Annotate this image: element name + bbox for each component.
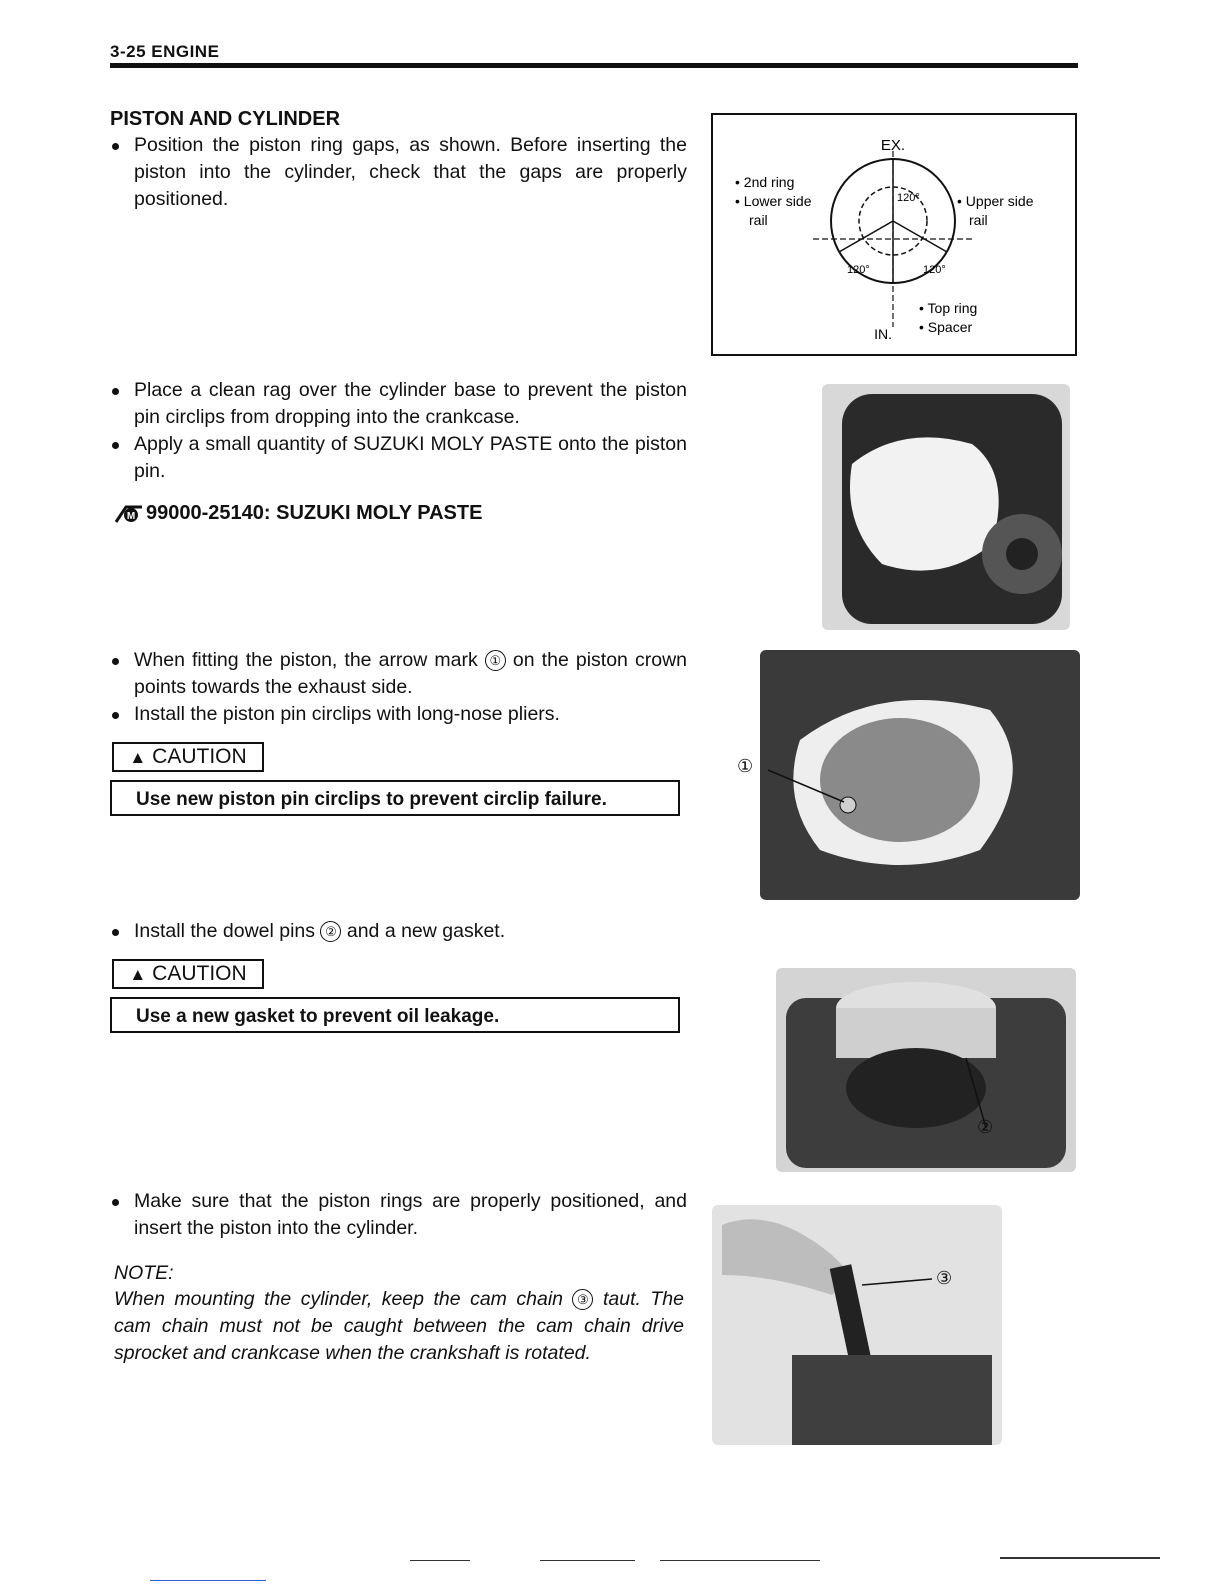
bullet-dot (112, 712, 119, 719)
bullet-moly-paste (112, 431, 687, 485)
bullet-text: Install the piston pin circlips with long-nose pliers. (134, 703, 560, 725)
bullet-dowel-pins (112, 918, 687, 945)
bullet-text: Install the dowel pins ② and a new gasket. (134, 920, 506, 942)
photo-cam-chain (712, 1205, 1002, 1445)
label-spacer: • Spacer (919, 319, 973, 335)
photo3-callout-2: ② (977, 1117, 994, 1137)
photo-piston-arrow (760, 650, 1080, 900)
ring-gap-diagram-svg (713, 115, 1075, 354)
svg-text:M: M (126, 511, 136, 522)
ring-gap-diagram (711, 113, 1077, 356)
bullet-arrow-mark (112, 647, 687, 701)
label-lower-side: • Lower side (735, 193, 812, 209)
label-top-ring: • Top ring (919, 300, 978, 316)
bullet-circlips (112, 701, 687, 728)
callout-3: ③ (572, 1289, 593, 1310)
label-upper-side: • Upper side (957, 193, 1034, 209)
photo4-callout-3: ③ (936, 1268, 953, 1288)
gap-line-left (839, 221, 893, 252)
label-2nd-ring: • 2nd ring (735, 174, 795, 190)
caution-label-2: ▲ CAUTION (112, 959, 264, 989)
bullet-text: Position the piston ring gaps, as shown. Before inserting the piston into the cylinder, check that the gaps are properly positioned. (134, 134, 687, 210)
photo-rag-over-cylinder (822, 384, 1070, 630)
angle-right: 120° (923, 264, 946, 276)
caution-label-1: ▲ CAUTION (112, 742, 264, 772)
moly-paste-icon (114, 503, 144, 529)
callout-1: ① (485, 650, 506, 671)
bullet-text: When fitting the piston, the arrow mark ① on the piston crown points towards the exhaust side. (134, 649, 687, 698)
footer-rule (660, 1560, 820, 1561)
warning-triangle-icon: ▲ (129, 965, 147, 984)
part-code: 99000-25140: SUZUKI MOLY PASTE (146, 502, 483, 524)
note-text: When mounting the cylinder, keep the cam chain ③ taut. The cam chain must not be caught between the cam chain drive sprocket and crankcase when the crankshaft is rotated. (114, 1288, 684, 1364)
bullet-insert-piston (112, 1188, 687, 1242)
footer-link-line (150, 1580, 266, 1581)
bullet-dot (112, 388, 119, 395)
photo-dowel-pins (776, 968, 1076, 1172)
bullet-text: Apply a small quantity of SUZUKI MOLY PASTE onto the piston pin. (134, 433, 687, 482)
bullet-text: Place a clean rag over the cylinder base to prevent the piston pin circlips from dropping into the crankcase. (134, 379, 687, 428)
caution-box-2: Use a new gasket to prevent oil leakage. (110, 997, 680, 1033)
bullet-dot (112, 143, 119, 150)
caution-box-1: Use new piston pin circlips to prevent circlip failure. (110, 780, 680, 816)
bullet-dot (112, 658, 119, 665)
label-upper-rail: rail (969, 212, 988, 228)
footer-rule (1000, 1557, 1160, 1559)
note-label: NOTE: (114, 1262, 174, 1284)
part-spec (114, 502, 482, 529)
angle-left: 120° (847, 264, 870, 276)
bullet-dot (112, 442, 119, 449)
gap-line-right (893, 221, 947, 252)
footer-rule (410, 1560, 470, 1561)
warning-triangle-icon: ▲ (129, 748, 147, 767)
bullet-clean-rag (112, 377, 687, 431)
footer-rule (540, 1560, 635, 1561)
section-title: PISTON AND CYLINDER (110, 108, 341, 130)
bullet-dot (112, 929, 119, 936)
bullet-dot (112, 1199, 119, 1206)
bullet-text: Make sure that the piston rings are properly positioned, and insert the piston into the cylinder. (134, 1190, 687, 1239)
callout-2: ② (320, 921, 341, 942)
in-label: IN. (874, 326, 892, 342)
page-header: 3-25 ENGINE (110, 42, 220, 61)
photo2-callout-1: ① (737, 756, 754, 776)
ex-label: EX. (880, 137, 906, 154)
angle-top: 120° (897, 192, 920, 204)
bullet-ring-gaps (112, 132, 687, 213)
header-rule (110, 63, 1078, 68)
label-lower-rail: rail (749, 212, 768, 228)
